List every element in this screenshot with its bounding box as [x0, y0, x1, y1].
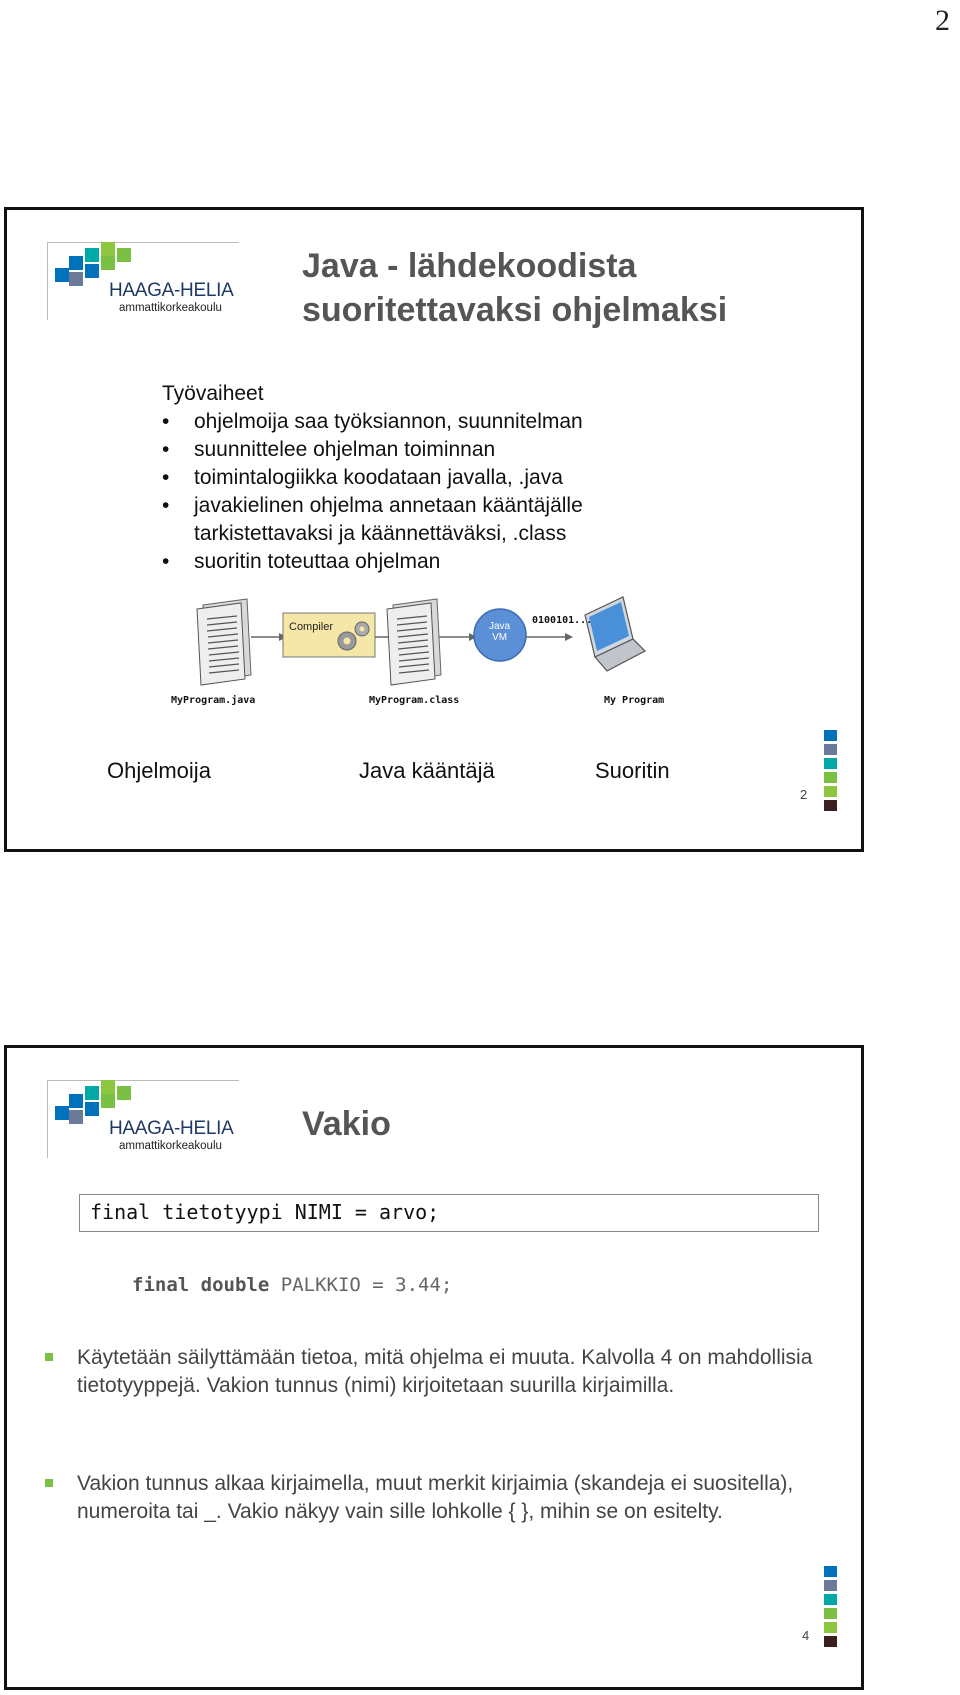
title-line-2: suoritettavaksi ohjelmaksi — [302, 291, 728, 329]
code-example — [132, 1274, 452, 1296]
list-item: Käytetään säilyttämään tietoa, mitä ohjelma ei muuta. Kalvolla 4 on mahdollisia tietotyyppejä. Vakion tunnus (nimi) kirjoitetaan suurilla kirjaimilla. — [45, 1344, 825, 1400]
list-item: Vakion tunnus alkaa kirjaimella, muut merkit kirjaimia (skandeja ei suositella), numeroita tai _. Vakio näkyy vain sille lohkolle { }, mihin se on esitelty. — [45, 1470, 825, 1526]
list-item: • ohjelmoija saa työksiannon, suunnitelman — [162, 408, 624, 436]
slide-title — [302, 244, 727, 332]
document-icon — [387, 599, 441, 685]
bullet-square-icon — [45, 1353, 53, 1361]
slide-number: 2 — [800, 787, 808, 802]
logo-subtitle: ammattikorkeakoulu — [119, 302, 222, 314]
steps-heading: Työvaiheet — [162, 382, 264, 405]
work-steps — [162, 380, 624, 576]
document-icon — [197, 599, 251, 685]
logo-name: HAAGA-HELIA — [109, 1118, 234, 1139]
title-line-1: Java - lähdekoodista — [302, 247, 637, 285]
example-rest: PALKKIO = 3.44; — [280, 1274, 453, 1296]
role-programmer: Ohjelmoija — [107, 758, 211, 783]
role-executor: Suoritin — [595, 758, 670, 783]
slide-vakio — [4, 1045, 864, 1690]
keyword-final: final — [132, 1274, 190, 1296]
compiler-label: Compiler — [289, 621, 334, 633]
role-compiler: Java kääntäjä — [359, 758, 495, 783]
list-item: • suoritin toteuttaa ohjelman — [162, 548, 624, 576]
laptop-icon — [585, 597, 645, 671]
logo-subtitle: ammattikorkeakoulu — [119, 1140, 222, 1152]
decorative-squares — [824, 1566, 837, 1650]
steps-list — [162, 408, 624, 576]
slide-number: 4 — [802, 1628, 810, 1643]
jvm-label: Java VM — [489, 621, 511, 643]
syntax-box: final tietotyypi NIMI = arvo; — [79, 1194, 819, 1232]
haaga-helia-logo — [47, 242, 247, 322]
list-item: • toimintalogiikka koodataan javalla, .java — [162, 464, 624, 492]
logo-name: HAAGA-HELIA — [109, 280, 234, 301]
bytecode-label: 0100101... — [532, 615, 593, 626]
keyword-double: double — [200, 1274, 270, 1296]
haaga-helia-logo — [47, 1080, 247, 1160]
list-item: • javakielinen ohjelma annetaan kääntäjälle tarkistettavaksi ja käännettäväksi, .class — [162, 492, 624, 548]
file-class-label: MyProgram.class — [369, 695, 460, 706]
slide-java-compilation — [4, 207, 864, 852]
page-number: 2 — [935, 4, 950, 37]
program-label: My Program — [604, 695, 665, 706]
slide-title: Vakio — [302, 1105, 391, 1143]
decorative-squares — [824, 730, 837, 814]
list-item: • suunnittelee ohjelman toiminnan — [162, 436, 624, 464]
compilation-diagram — [167, 595, 707, 710]
file-java-label: MyProgram.java — [171, 695, 256, 706]
bullet-square-icon — [45, 1479, 53, 1487]
